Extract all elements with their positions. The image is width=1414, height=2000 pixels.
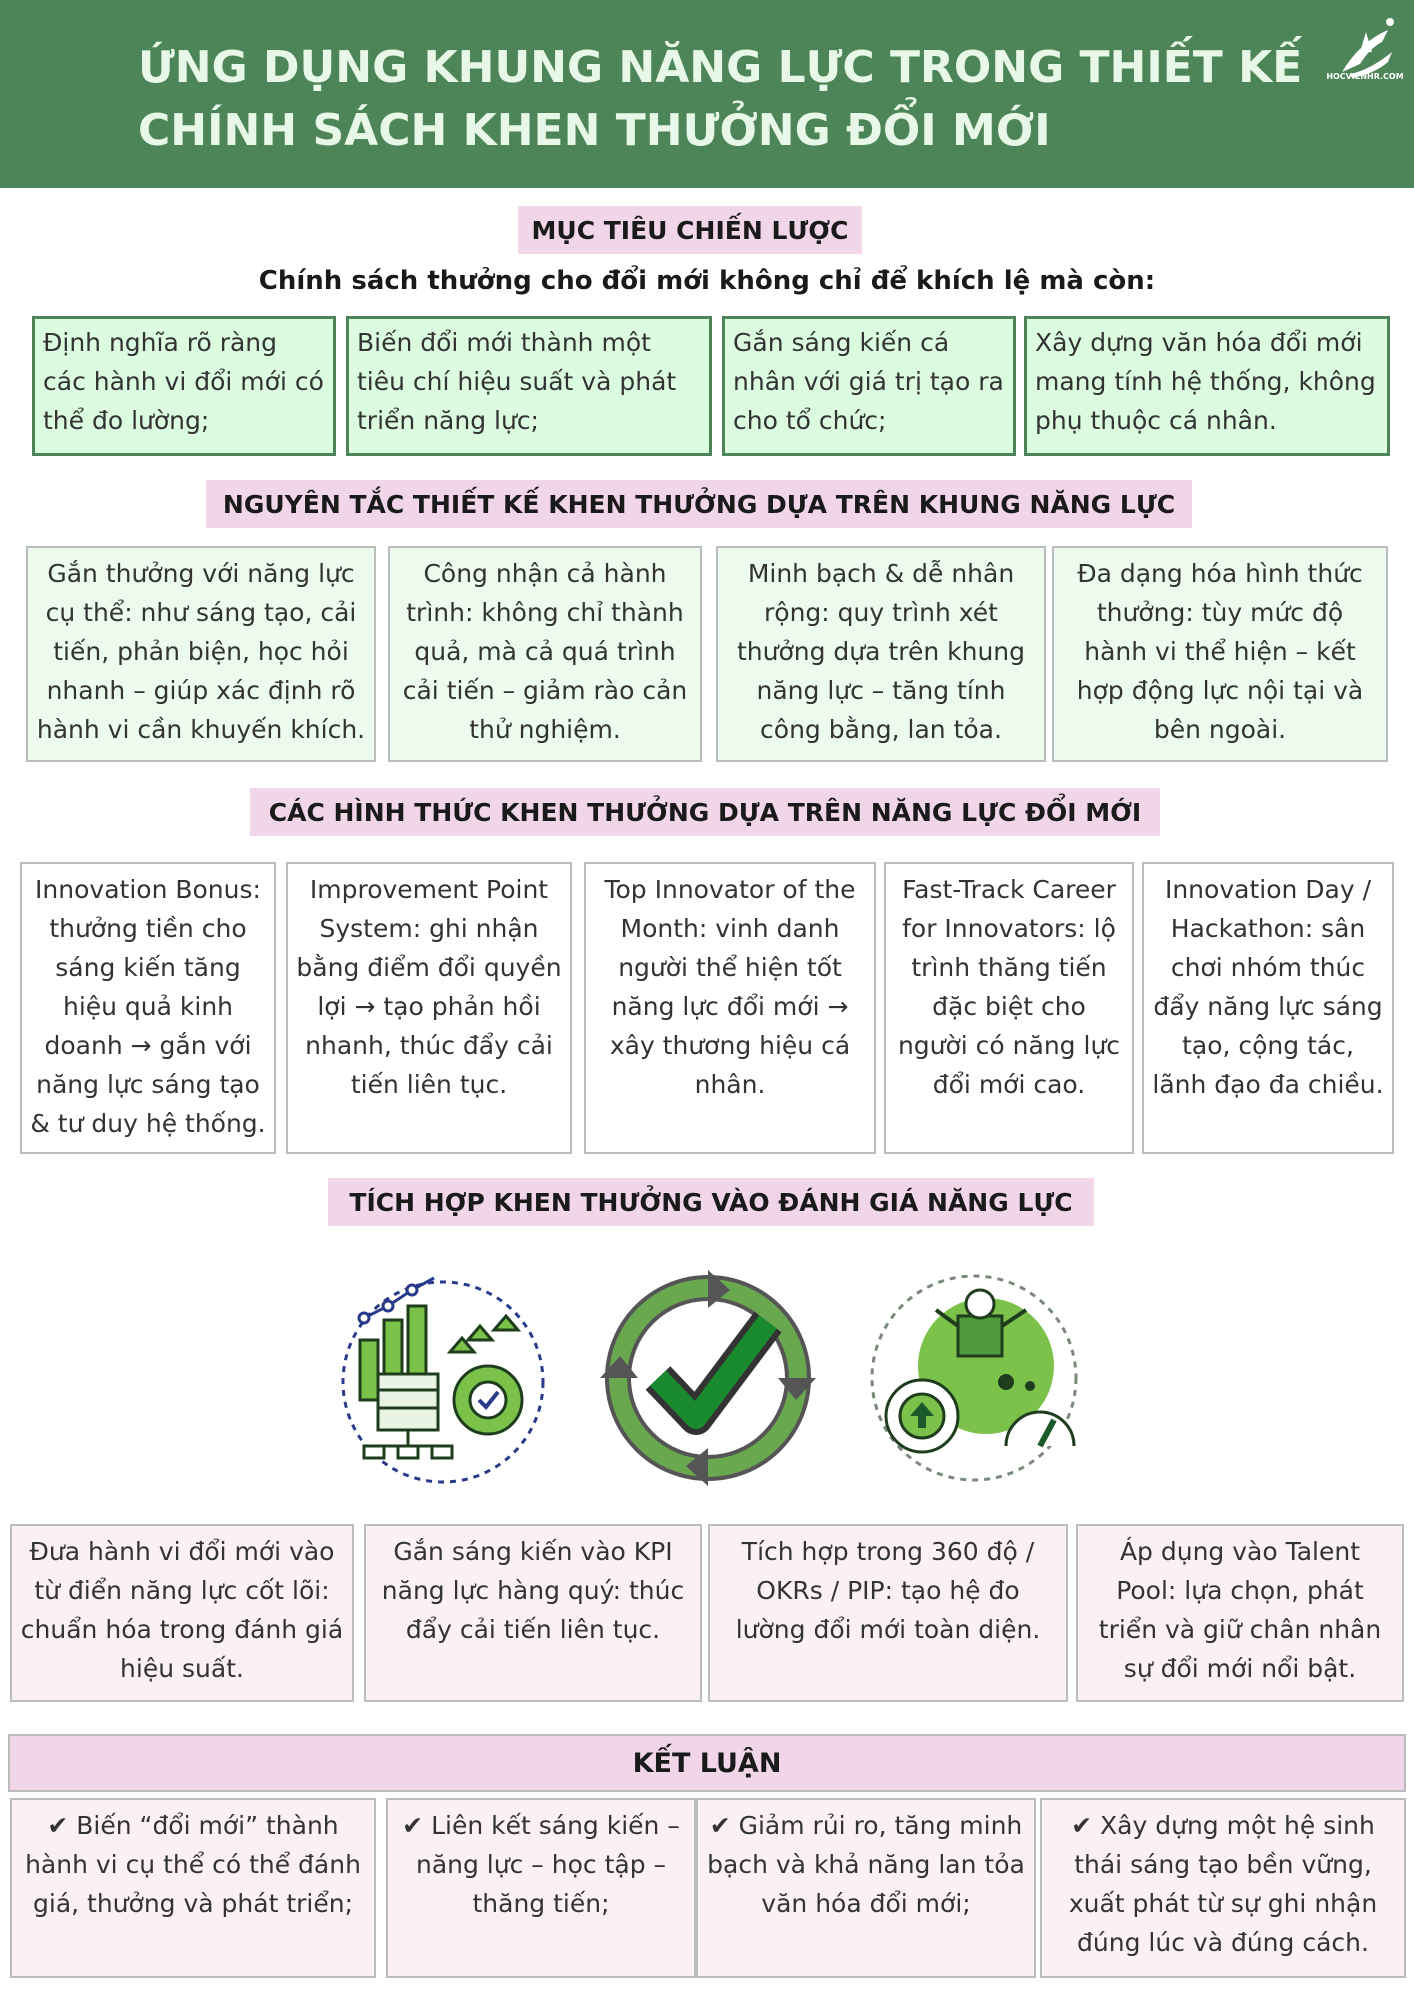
page-title-line-1: ỨNG DỤNG KHUNG NĂNG LỰC TRONG THIẾT KẾ: [138, 42, 1303, 93]
refresh-check-icon: [600, 1270, 816, 1486]
objective-card: Xây dựng văn hóa đổi mới mang tính hệ thống, không phụ thuộc cá nhân.: [1024, 316, 1390, 456]
principle-card: Minh bạch & dễ nhân rộng: quy trình xét thưởng dựa trên khung năng lực – tăng tính công bằng, lan tỏa.: [716, 546, 1046, 762]
reward-form-card: Top Innovator of the Month: vinh danh người thể hiện tốt năng lực đổi mới → xây thương hiệu cá nhân.: [584, 862, 876, 1154]
principle-card: Công nhận cả hành trình: không chỉ thành quả, mà cả quá trình cải tiến – giảm rào cản thử nghiệm.: [388, 546, 702, 762]
objectives-title: MỤC TIÊU CHIẾN LƯỢC: [518, 206, 862, 254]
conclusion-card: ✔ Biến “đổi mới” thành hành vi cụ thể có thể đánh giá, thưởng và phát triển;: [10, 1798, 376, 1978]
page-title-line-2: CHÍNH SÁCH KHEN THƯỞNG ĐỔI MỚI: [138, 105, 1051, 156]
principle-card: Đa dạng hóa hình thức thưởng: tùy mức độ hành vi thể hiện – kết hợp động lực nội tại và bên ngoài.: [1052, 546, 1388, 762]
integration-title: TÍCH HỢP KHEN THƯỞNG VÀO ĐÁNH GIÁ NĂNG LỰC: [328, 1178, 1094, 1226]
integration-card: Đưa hành vi đổi mới vào từ điển năng lực cốt lõi: chuẩn hóa trong đánh giá hiệu suất.: [10, 1524, 354, 1702]
logo-text: HOCVIENHR.COM: [1326, 72, 1404, 81]
principles-title: NGUYÊN TẮC THIẾT KẾ KHEN THƯỞNG DỰA TRÊN KHUNG NĂNG LỰC: [206, 480, 1192, 528]
reward-form-card: Improvement Point System: ghi nhận bằng điểm đổi quyền lợi → tạo phản hồi nhanh, thúc đẩy cải tiến liên tục.: [286, 862, 572, 1154]
reward-form-card: Fast-Track Career for Innovators: lộ trình thăng tiến đặc biệt cho người có năng lực đổi mới cao.: [884, 862, 1134, 1154]
conclusion-card: ✔ Xây dựng một hệ sinh thái sáng tạo bền vững, xuất phát từ sự ghi nhận đúng lúc và đúng cách.: [1040, 1798, 1406, 1978]
reward-form-card: Innovation Day / Hackathon: sân chơi nhóm thúc đẩy năng lực sáng tạo, cộng tác, lãnh đạo đa chiều.: [1142, 862, 1394, 1154]
analytics-gear-icon: [338, 1270, 548, 1490]
objective-card: Gắn sáng kiến cá nhân với giá trị tạo ra cho tổ chức;: [722, 316, 1016, 456]
objective-card: Định nghĩa rõ ràng các hành vi đổi mới có thể đo lường;: [32, 316, 336, 456]
integration-card: Áp dụng vào Talent Pool: lựa chọn, phát triển và giữ chân nhân sự đổi mới nổi bật.: [1076, 1524, 1404, 1702]
integration-card: Gắn sáng kiến vào KPI năng lực hàng quý: thúc đẩy cải tiến liên tục.: [364, 1524, 702, 1702]
page-title: [138, 36, 1303, 162]
header-banner: [0, 0, 1414, 188]
objective-card: Biến đổi mới thành một tiêu chí hiệu suất và phát triển năng lực;: [346, 316, 712, 456]
conclusion-card: ✔ Liên kết sáng kiến – năng lực – học tập – thăng tiến;: [386, 1798, 696, 1978]
integration-card: Tích hợp trong 360 độ / OKRs / PIP: tạo hệ đo lường đổi mới toàn diện.: [708, 1524, 1068, 1702]
growth-person-icon: [866, 1270, 1082, 1486]
conclusion-title: KẾT LUẬN: [8, 1734, 1406, 1792]
conclusion-card: ✔ Giảm rủi ro, tăng minh bạch và khả năng lan tỏa văn hóa đổi mới;: [696, 1798, 1036, 1978]
forms-title: CÁC HÌNH THỨC KHEN THƯỞNG DỰA TRÊN NĂNG LỰC ĐỔI MỚI: [250, 788, 1160, 836]
principle-card: Gắn thưởng với năng lực cụ thể: như sáng tạo, cải tiến, phản biện, học hỏi nhanh – giúp xác định rõ hành vi cần khuyến khích.: [26, 546, 376, 762]
objectives-subtitle: Chính sách thưởng cho đổi mới không chỉ để khích lệ mà còn:: [258, 266, 1156, 296]
reward-form-card: Innovation Bonus: thưởng tiền cho sáng kiến tăng hiệu quả kinh doanh → gắn với năng lực sáng tạo & tư duy hệ thống.: [20, 862, 276, 1154]
